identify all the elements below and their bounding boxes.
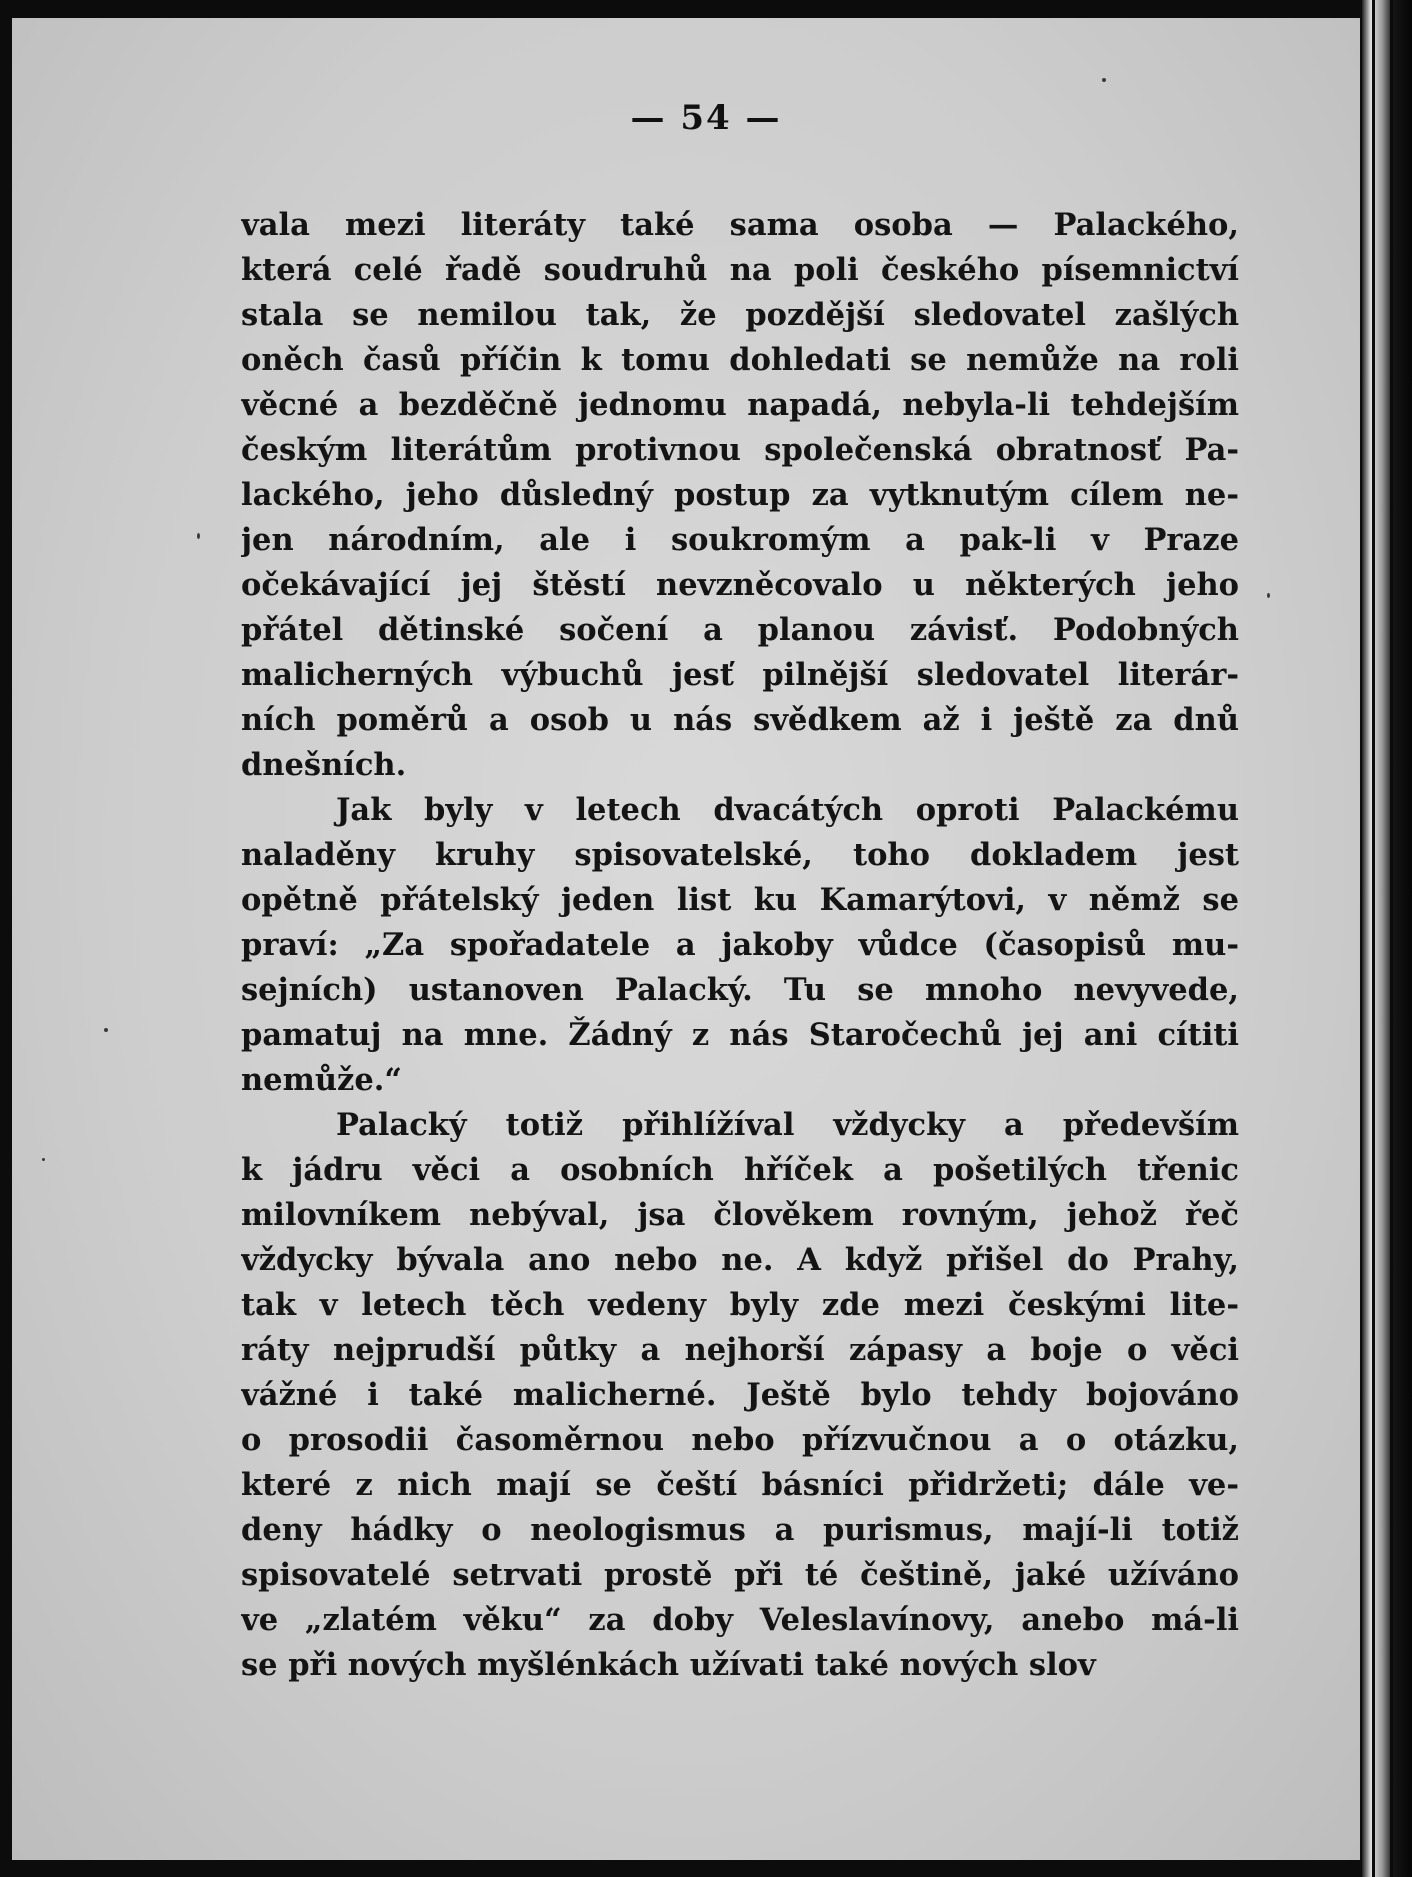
text-line: k jádru věci a osobních hříček a pošetilých třenic [241,1152,1239,1188]
text-line: pamatuj na mne. Žádný z nás Staročechů jej ani cítiti [241,1017,1239,1053]
text-line: sejních) ustanoven Palacký. Tu se mnoho nevyvede, [241,972,1239,1008]
text-line: přátel dětinské sočení a planou závisť. Podobných [241,612,1239,648]
text-line: stala se nemilou tak, že pozdější sledovatel zašlých [241,297,1239,333]
text-line: očekávající jej štěstí nevzněcovalo u některých jeho [241,567,1239,603]
page-number: — 54 — [630,98,782,138]
text-line: ve „zlatém věku“ za doby Veleslavínovy, anebo má-li [241,1602,1239,1638]
text-line: praví: „Za spořadatele a jakoby vůdce (časopisů mu- [241,927,1239,963]
text-line: jen národním, ale i soukromým a pak-li v Praze [241,522,1239,558]
gutter-edge-line [1372,0,1375,1877]
text-line: ních poměrů a osob u nás svědkem až i ještě za dnů [241,702,1239,738]
page-body-text [241,203,1239,1688]
paragraph [241,1103,1239,1688]
paragraph [241,203,1239,788]
paragraph [241,788,1239,1103]
print-speck [1267,593,1270,598]
text-line: věcné a bezděčně jednomu napadá, nebyla-li tehdejším [241,387,1239,423]
text-line: nemůže.“ [241,1062,402,1098]
text-line: českým literátům protivnou společenská obratnosť Pa- [241,432,1239,468]
text-line: které z nich mají se čeští básníci přidržeti; dále ve- [241,1467,1239,1503]
text-line: opětně přátelský jeden list ku Kamarýtovi, v němž se [241,882,1239,918]
text-line: oněch časů příčin k tomu dohledati se nemůže na roli [241,342,1239,378]
text-line: Palacký totiž přihlížíval vždycky a především [336,1107,1239,1143]
text-line: která celé řadě soudruhů na poli českého písemnictví [241,252,1239,288]
text-line: naladěny kruhy spisovatelské, toho dokladem jest [241,837,1239,873]
gutter-edge-line [1390,0,1393,1877]
text-line: vážné i také malicherné. Ještě bylo tehdy bojováno [241,1377,1239,1413]
print-speck [1102,78,1106,82]
text-line: lackého, jeho důsledný postup za vytknutým cílem ne- [241,477,1239,513]
text-line: o prosodii časoměrnou nebo přízvučnou a o otázku, [241,1422,1239,1458]
text-line: deny hádky o neologismus a purismus, mají-li totiž [241,1512,1239,1548]
text-line: dnešních. [241,747,407,783]
text-line: tak v letech těch vedeny byly zde mezi českými lite- [241,1287,1239,1323]
print-speck [104,1028,108,1032]
text-line: milovníkem nebýval, jsa člověkem rovným, jehož řeč [241,1197,1239,1233]
print-speck [42,1158,45,1161]
text-line: vždycky bývala ano nebo ne. A když přišel do Prahy, [241,1242,1239,1278]
book-gutter-shadow [1362,0,1412,1877]
text-line: vala mezi literáty také sama osoba — Palackého, [241,207,1239,243]
text-line: se při nových myšlénkách užívati také nových slov [241,1647,1096,1683]
text-line: ráty nejprudší půtky a nejhorší zápasy a boje o věci [241,1332,1239,1368]
text-line: Jak byly v letech dvacátých oproti Palackému [336,792,1239,828]
text-line: spisovatelé setrvati prostě při té češtině, jaké užíváno [241,1557,1239,1593]
print-speck [197,533,200,539]
text-line: malicherných výbuchů jesť pilnější sledovatel literár- [241,657,1239,693]
